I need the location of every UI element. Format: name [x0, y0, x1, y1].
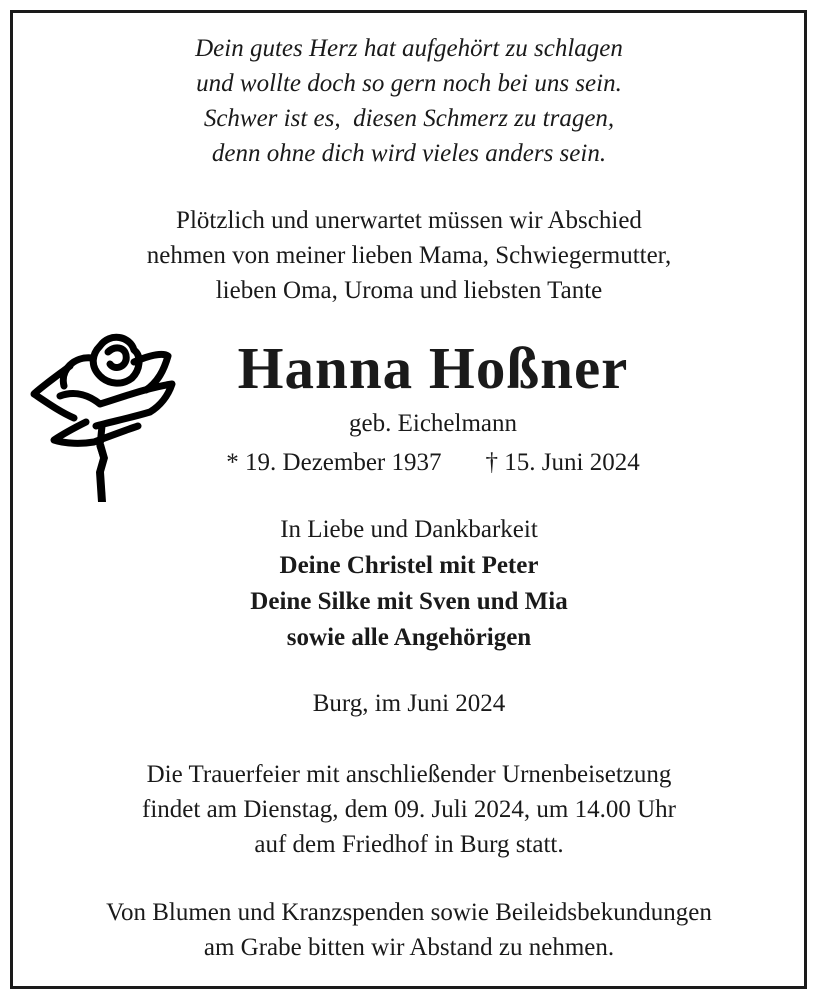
intro-line: nehmen von meiner lieben Mama, Schwiegermutter,: [146, 242, 672, 269]
closing-note: [0, 895, 818, 965]
service-info: [0, 757, 818, 862]
family-member: Deine Silke mit Sven und Mia: [250, 588, 568, 615]
intro-text: [0, 203, 818, 308]
birth-date: * 19. Dezember 1937: [226, 449, 442, 476]
place-date: Burg, im Juni 2024: [312, 690, 506, 717]
family-member: Deine Christel mit Peter: [279, 552, 539, 579]
maiden-name: geb. Eichelmann: [349, 410, 517, 437]
family-member: sowie alle Angehörigen: [286, 624, 532, 651]
death-date: † 15. Juni 2024: [485, 449, 640, 476]
intro-line: lieben Oma, Uroma und liebsten Tante: [215, 277, 603, 304]
service-line: findet am Dienstag, dem 09. Juli 2024, um 14.00 Uhr: [142, 796, 676, 823]
family-intro: In Liebe und Dankbarkeit: [280, 516, 538, 543]
closing-line: am Grabe bitten wir Abstand zu nehmen.: [203, 934, 615, 961]
service-line: Die Trauerfeier mit anschließender Urnenbeisetzung: [146, 761, 672, 788]
life-dates: [24, 446, 818, 480]
poem-line: Schwer ist es, diesen Schmerz zu tragen,: [203, 105, 615, 132]
family-signature: [0, 512, 818, 656]
deceased-name: Hanna Hoßner: [237, 335, 629, 401]
service-line: auf dem Friedhof in Burg statt.: [254, 831, 564, 858]
poem-line: und wollte doch so gern noch bei uns sein.: [196, 70, 622, 97]
intro-line: Plötzlich und unerwartet müssen wir Abschied: [176, 207, 642, 234]
poem-line: denn ohne dich wird vieles anders sein.: [211, 140, 607, 167]
closing-line: Von Blumen und Kranzspenden sowie Beileidsbekundungen: [106, 899, 712, 926]
poem: [0, 31, 818, 171]
poem-line: Dein gutes Herz hat aufgehört zu schlagen: [195, 35, 623, 62]
